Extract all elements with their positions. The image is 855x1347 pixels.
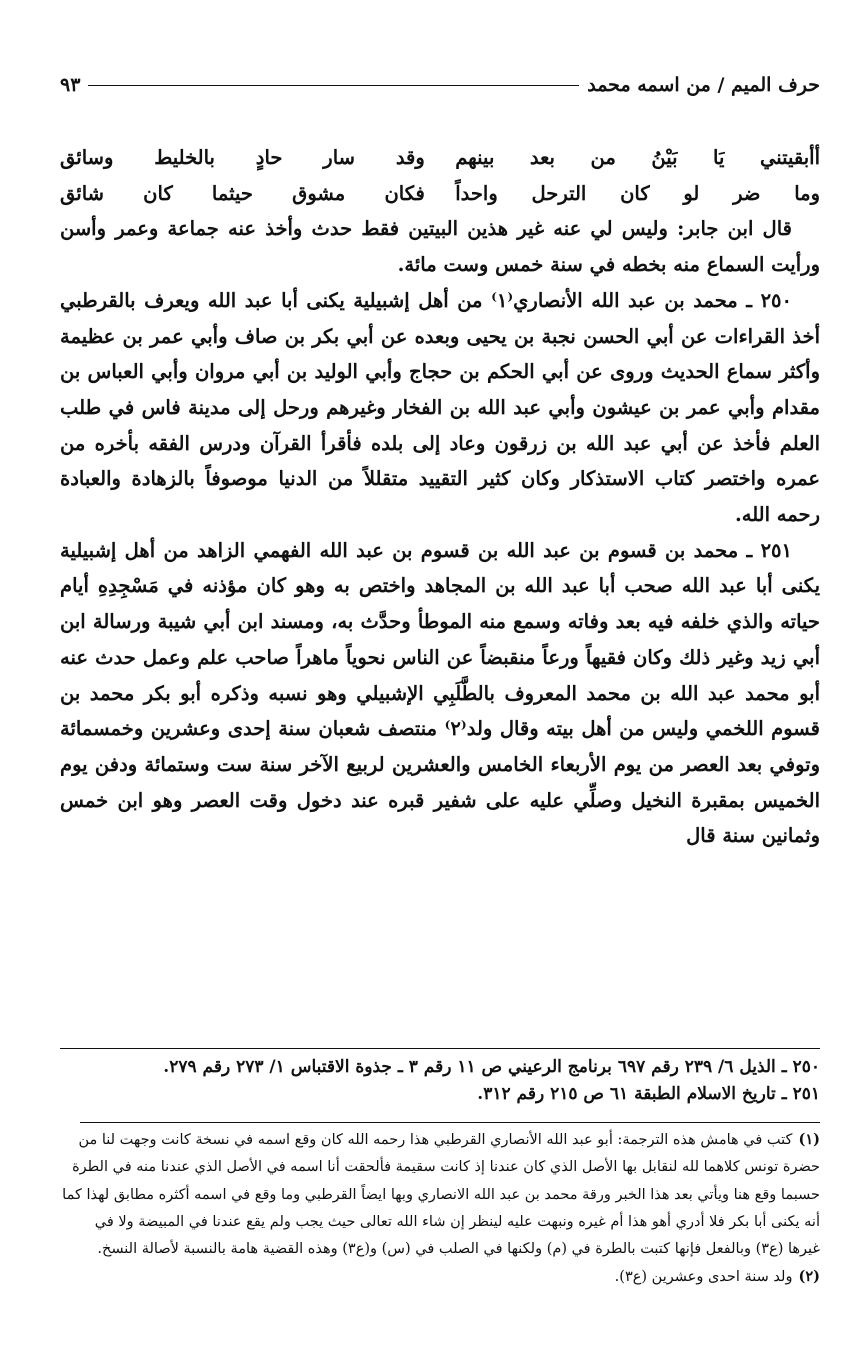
book-page (60, 60, 820, 1320)
reference-251: ٢٥١ ـ تاريخ الاسلام الطبقة ٦١ ص ٢١٥ رقم ٣١٢. (477, 1084, 820, 1104)
verse-first-hemistich: أأبقيتني يَا بَيْنُ من بعد بينهم (455, 146, 820, 169)
footnote-text: كتب في هامش هذه الترجمة: أبو عبد الله الأنصاري القرطبي هذا رحمه الله كان وقع اسمه في نسخة كانت وجهت لنا من حضرة تونس كلاهما لله لنقابل بها الأصل الذي كان عندنا إذ كانت سقيمة فألحقت أنا اسمه في الأصل الذي عندنا منه في الطرة حسبما وقع هنا ويأتي بعد هذا الخبر ورقة محمد بن عبد الله الانصاري وبها ايضاً القرطبي وما وقع في اسمه أكثره مطابق لهذا كما أنه يكنى أبا بكر فلا أدري أهو هذا أم غيره ونبهت عليه لينظر إن شاء الله تعالى حيث يجب ولم يقع عندنا في المبيضة ولا في غيرها (ع٣) وبالفعل فإنها كتبت بالطرة في (م) ولكنها في الصلب في (س) و(ع٣) وهذه القضية هامة بالنسبة لأصالة النسخ. (62, 1132, 820, 1258)
footnote-divider (80, 1122, 820, 1123)
references (60, 1054, 820, 1108)
footnote-number: (١) (798, 1131, 820, 1148)
page-number: ٩٣ (60, 74, 81, 96)
verse-second-hemistich: وقد سار حادٍ بالخليط وسائق (60, 146, 425, 169)
footnote-text: ولد سنة احدى وعشرين (ع٣). (614, 1269, 793, 1286)
reference-250: ٢٥٠ ـ الذيل ٦/ ٢٣٩ رقم ٦٩٧ برنامج الرعيني ص ١١ رقم ٣ ـ جذوة الاقتباس ١/ ٢٧٣ رقم ٢٧٩. (163, 1057, 820, 1077)
paragraph-ibn-jabir: قال ابن جابر: وليس لي عنه غير هذين البيتين فقط حدث وأخذ عنه جماعة وعمر وأسن ورأيت السماع منه بخطه في سنة خمس وست مائة. (60, 217, 820, 277)
entry-251: ٢٥١ ـ محمد بن قسوم بن عبد الله بن قسوم بن عبد الله الفهمي الزاهد من أهل إشبيلية يكنى أبا عبد الله صحب أبا عبد الله بن المجاهد واختص به وهو كان مؤذنه في مَسْجِدِهِ أيام حياته والذي خلفه فيه بعد وفاته وسمع منه الموطأ وحدَّث به، ومسند ابن أبي شيبة ورسالة ابن أبي زيد وغير ذلك وكان فقيهاً ورعاً منقبضاً عن الناس نحوياً ماهراً صاحب علم وعمل حدث عنه أبو محمد عبد الله بن محمد المعروف بالطَّلَبِي الإشبيلي وهو نسبه وذكره أبو بكر محمد بن قسوم اللخمي وليس من أهل بيته وقال ولد⁽٢⁾ منتصف شعبان سنة إحدى وعشرين وخمسمائة وتوفي بعد العصر من يوم الأربعاء الخامس والعشرين لربيع الآخر سنة ست وستمائة ودفن يوم الخميس بمقبرة النخيل وصلِّي عليه على شفير قبره عند دخول وقت العصر وهو ابن خمس وثمانين سنة قال (60, 538, 821, 848)
footnote-number: (٢) (798, 1268, 820, 1286)
entry-250: ٢٥٠ ـ محمد بن عبد الله الأنصاري⁽١⁾ من أهل إشبيلية يكنى أبا عبد الله ويعرف بالقرطبي أخذ القراءات عن أبي الحسن نجبة بن يحيى وبعده عن أبي بكر بن صاف وأبي عمر بن عظيمة وأكثر سماع الحديث وروى عن أبي الحكم بن حجاج وأبي الوليد بن أبي مروان وأبي العباس بن مقدام وأبي عمر بن عيشون وأبي عبد الله بن الفخار وغيرهم ورحل إلى مدينة فاس في طلب العلم فأخذ عن أبي عبد الله بن زرقون وعاد إلى بلده فأقرأ القرآن ودرس الفقه بأخره من عمره واختصر كتاب الاستذكار وكان كثير التقييد متقللاً من الدنيا موصوفاً بالزهادة والعبادة رحمه الله. (60, 288, 820, 527)
footnote (60, 1263, 820, 1291)
main-text (60, 140, 820, 854)
footnote (60, 1126, 820, 1263)
verse-line (60, 176, 820, 212)
page-header (60, 70, 820, 100)
footnotes (60, 1126, 820, 1292)
running-title: حرف الميم / من اسمه محمد (587, 74, 820, 96)
verse-second-hemistich: فكان مشوق حيثما كان شائق (60, 181, 425, 205)
text-divider (60, 1048, 820, 1049)
header-rule (88, 85, 579, 86)
verse-line (60, 140, 820, 176)
verse-first-hemistich: وما ضر لو كان الترحل واحداً (455, 181, 820, 205)
